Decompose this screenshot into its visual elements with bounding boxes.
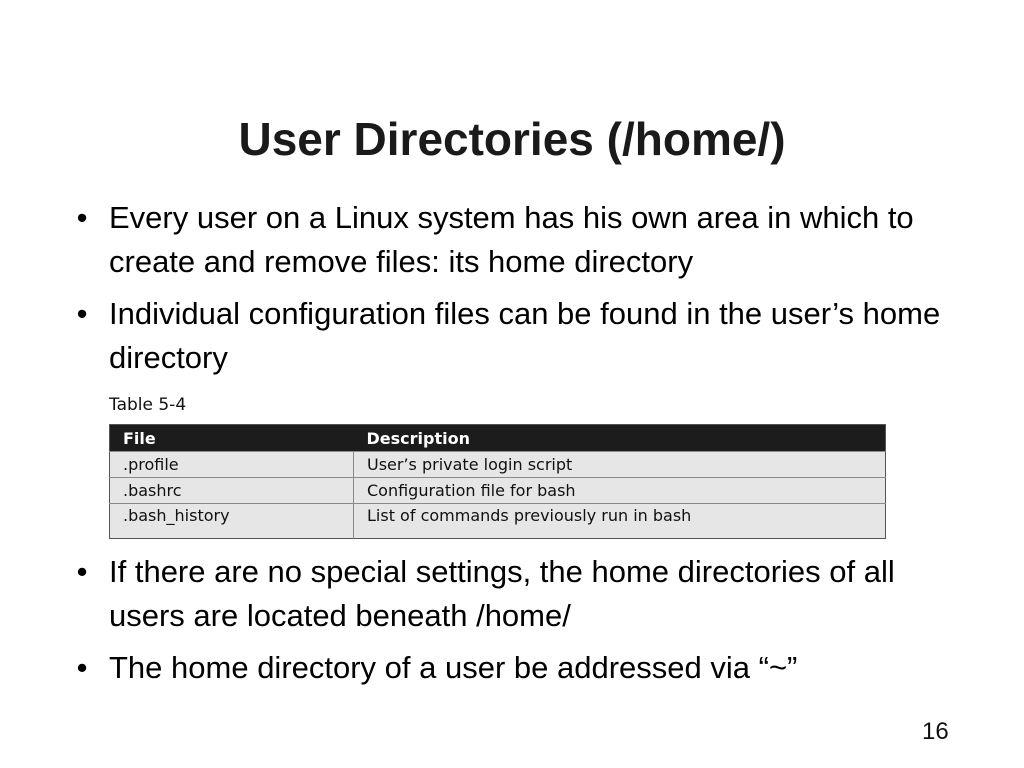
column-header-file: File	[110, 425, 354, 452]
file-table	[109, 424, 886, 539]
bullet-text: Every user on a Linux system has his own area in which to create and remove files: its home directory	[109, 200, 914, 279]
bullet-list-top	[72, 196, 972, 388]
slide-title: User Directories (/home/)	[238, 112, 786, 165]
bullet-item	[72, 550, 972, 638]
bullet-list-bottom	[72, 550, 972, 698]
bullet-item	[72, 646, 972, 690]
bullet-item	[72, 292, 972, 380]
file-name-cell: .bash_history	[110, 504, 354, 539]
bullet-mark: •	[76, 554, 88, 589]
bullet-text: If there are no special settings, the home directories of all users are located beneath /home/	[109, 554, 895, 633]
table-header-row	[110, 425, 886, 452]
description-cell: User’s private login script	[354, 452, 886, 478]
bullet-text: Individual configuration files can be found in the user’s home directory	[109, 296, 941, 375]
description-cell: List of commands previously run in bash	[354, 504, 886, 539]
bullet-text: The home directory of a user be addressed via “~”	[109, 650, 798, 685]
description-cell: Configuration file for bash	[354, 478, 886, 504]
table-row	[110, 452, 886, 478]
page-number: 16	[922, 718, 949, 745]
bullet-mark: •	[76, 200, 88, 235]
file-name-cell: .bashrc	[110, 478, 354, 504]
table-row	[110, 504, 886, 539]
column-header-description: Description	[354, 425, 886, 452]
table-caption: Table 5-4	[109, 395, 187, 415]
bullet-mark: •	[76, 296, 88, 331]
file-name-cell: .profile	[110, 452, 354, 478]
table-row	[110, 478, 886, 504]
bullet-mark: •	[76, 650, 88, 685]
bullet-item	[72, 196, 972, 284]
